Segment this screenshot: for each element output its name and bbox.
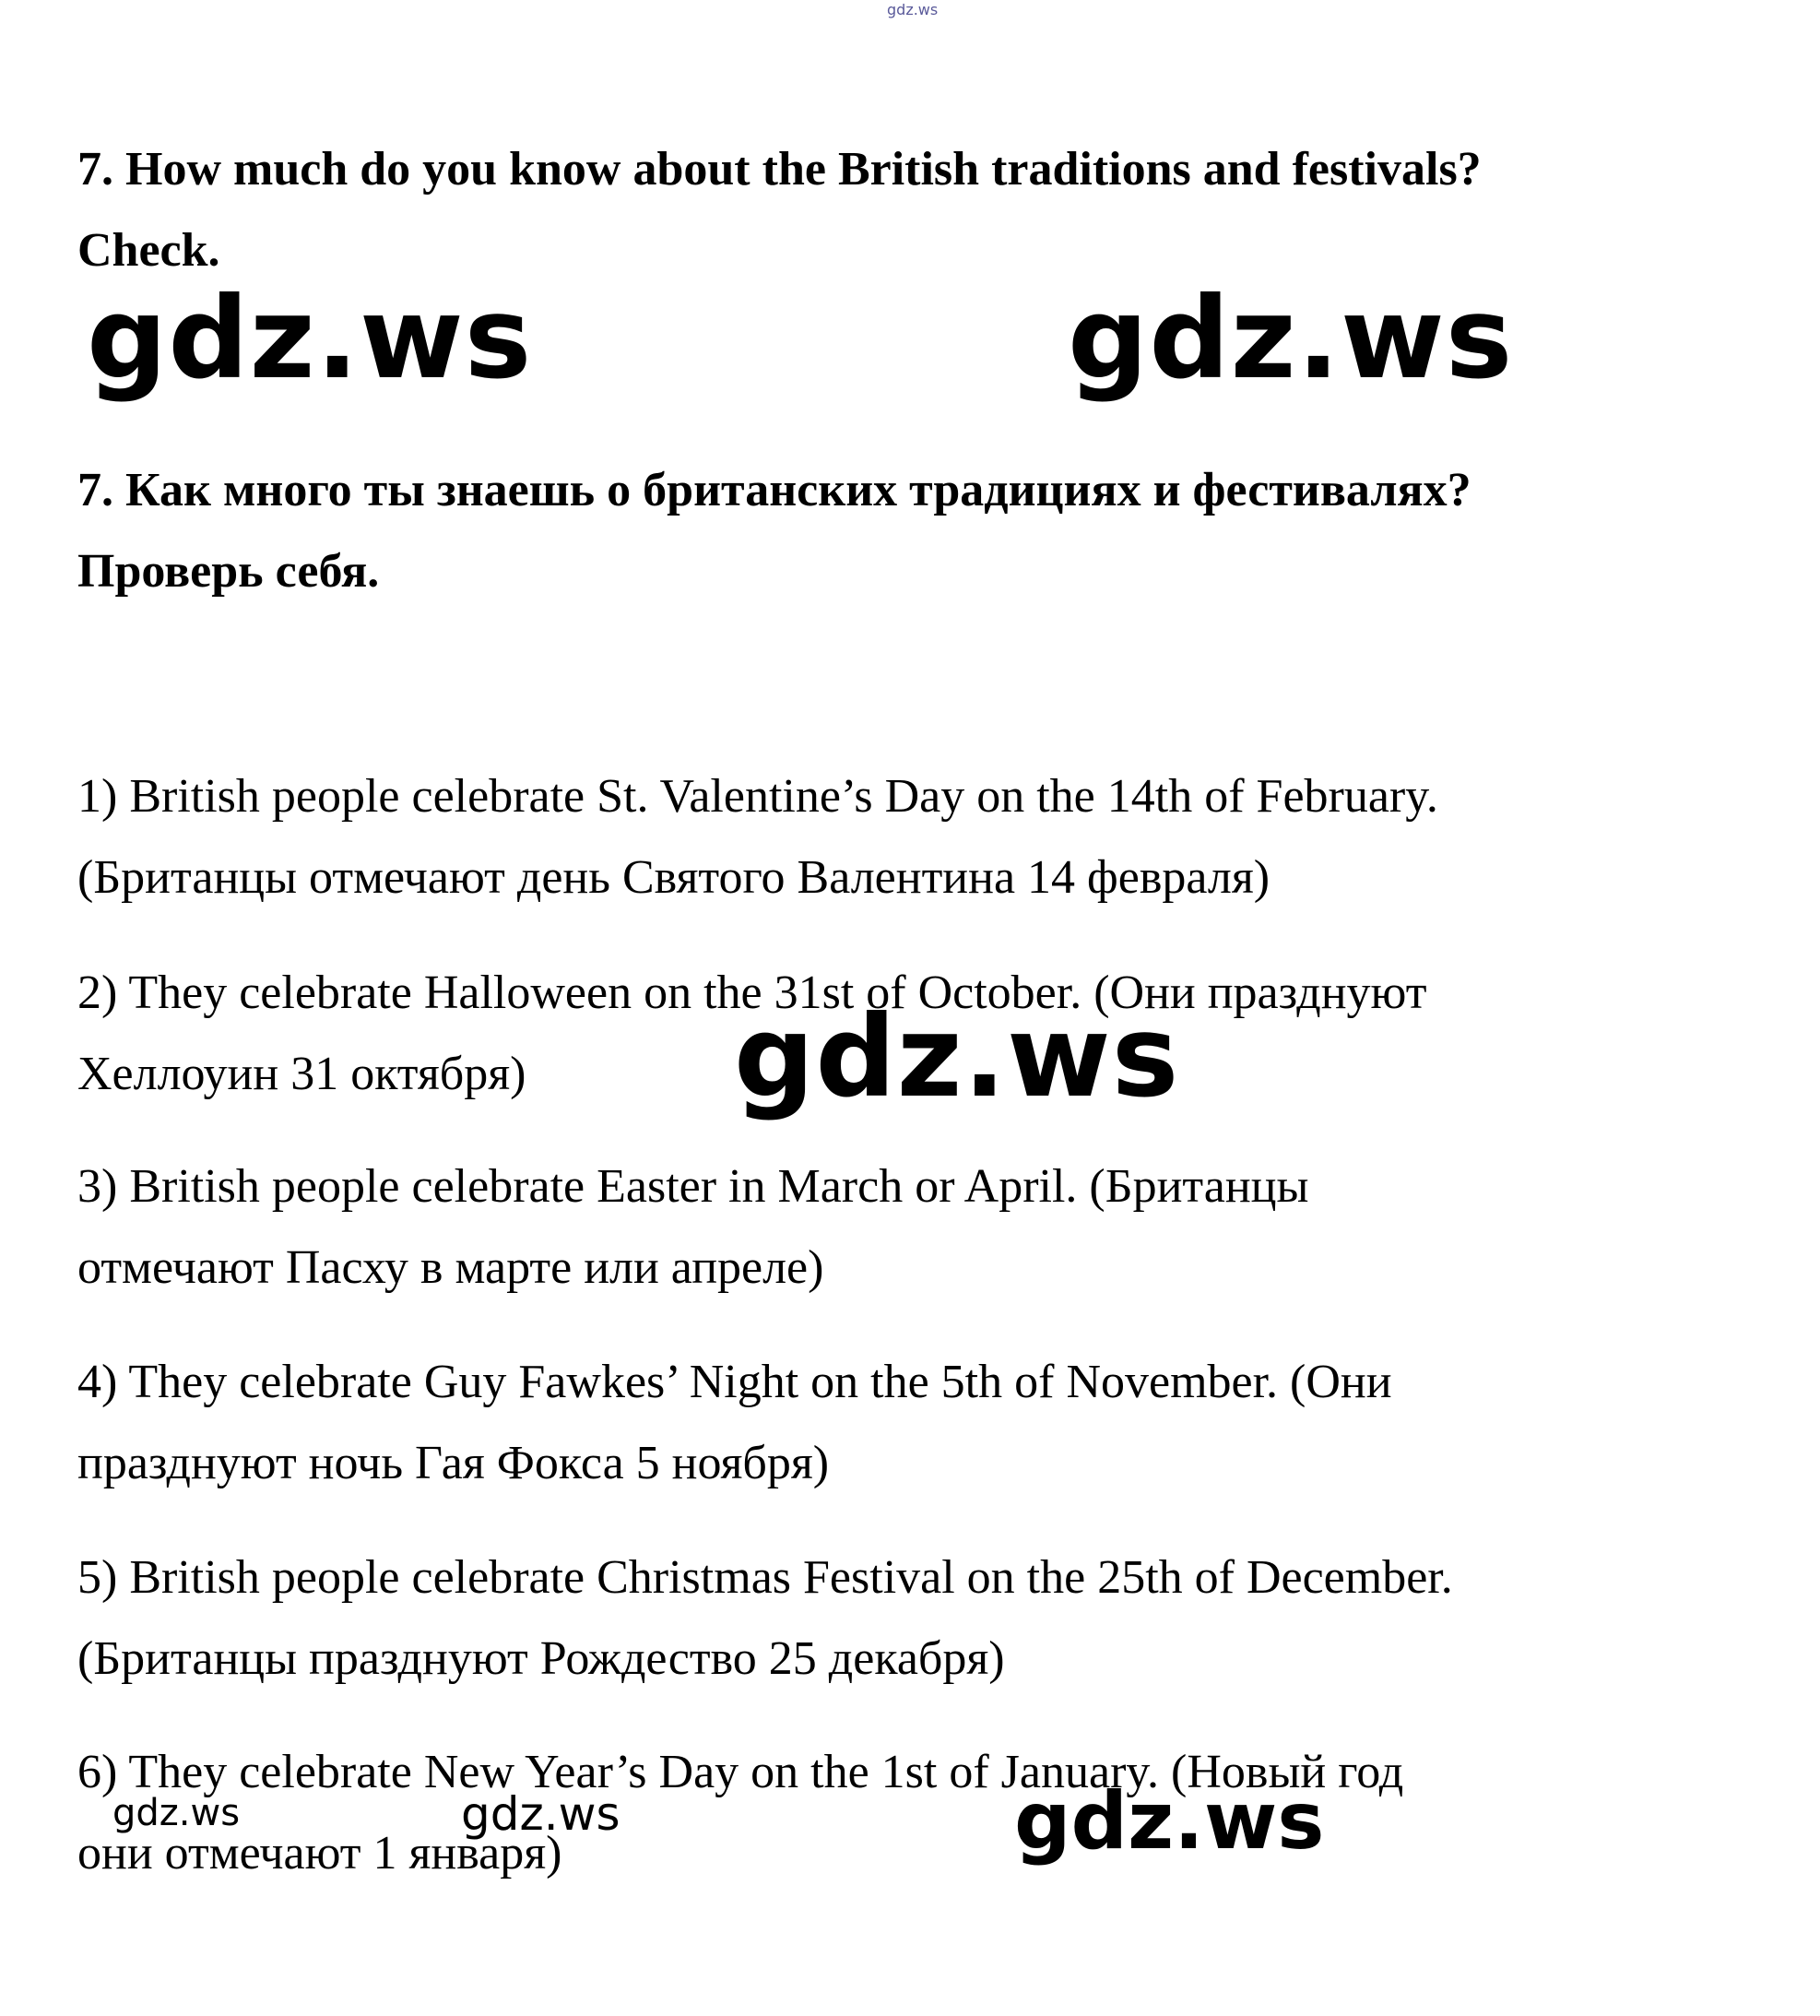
answer-english-text: 3) British people celebrate Easter in March or April. (Британцы (77, 1160, 1309, 1213)
watermark-logo: gdz.ws (1014, 1775, 1325, 1868)
task-heading-russian-line2: Проверь себя. (77, 545, 380, 598)
answer-item-1 (77, 756, 1737, 919)
answer-english-text: 6) They celebrate New Year’s Day on the 1st of January. (Новый год (77, 1746, 1404, 1798)
answer-english-text: 1) British people celebrate St. Valentine’s Day on the 14th of February. (77, 770, 1438, 823)
answer-russian-text: они отмечают 1 января) (77, 1827, 562, 1880)
task-heading-english-line2: Check. (77, 224, 220, 277)
task-heading-english-line1: 7. How much do you know about the British traditions and festivals? (77, 143, 1482, 196)
task-heading-english (77, 129, 1737, 291)
answer-russian-text: (Британцы отмечают день Святого Валентина 14 февраля) (77, 851, 1270, 904)
answer-russian-text: отмечают Пасху в марте или апреле) (77, 1241, 824, 1294)
top-watermark: gdz.ws (887, 1, 939, 18)
answer-russian-text: празднуют ночь Гая Фокса 5 ноября) (77, 1437, 830, 1489)
task-heading-russian-line1: 7. Как много ты знаешь о британских традициях и фестивалях? (77, 464, 1471, 516)
watermark-logo: gdz.ws (1068, 273, 1514, 404)
watermark-logo: gdz.ws (112, 1792, 241, 1834)
answer-item-3 (77, 1146, 1737, 1309)
answer-english-text: 4) They celebrate Guy Fawkes’ Night on the 5th of November. (Они (77, 1356, 1392, 1408)
answer-russian-text: Хеллоуин 31 октября) (77, 1048, 526, 1100)
answer-item-6 (77, 1732, 1737, 1894)
watermark-logo: gdz.ws (734, 991, 1180, 1122)
answer-english-text: 2) They celebrate Halloween on the 31st of October. (Они празднуют (77, 966, 1427, 1019)
answer-russian-text: (Британцы празднуют Рождество 25 декабря) (77, 1632, 1005, 1685)
answer-item-4 (77, 1342, 1737, 1504)
watermark-logo: gdz.ws (461, 1787, 620, 1841)
task-heading-russian (77, 450, 1737, 612)
answer-item-5 (77, 1537, 1737, 1700)
watermark-logo: gdz.ws (87, 273, 533, 404)
answer-english-text: 5) British people celebrate Christmas Festival on the 25th of December. (77, 1551, 1453, 1604)
